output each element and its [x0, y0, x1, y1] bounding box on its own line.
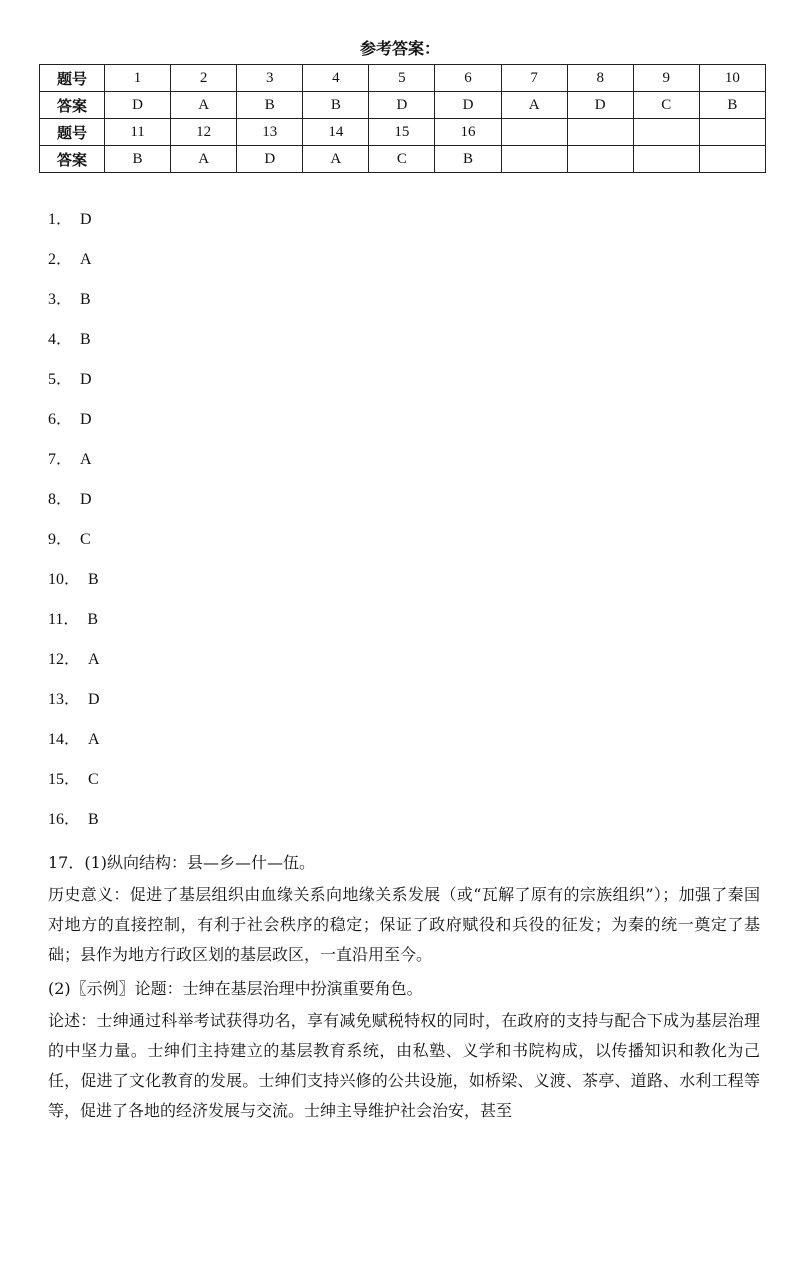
answer-choice: D: [80, 211, 92, 228]
list-item: [48, 809, 100, 849]
table-cell: D: [435, 92, 501, 119]
list-item: [48, 369, 100, 409]
answer-number: 8．: [48, 491, 73, 508]
table-cell: 3: [237, 65, 303, 92]
q17-significance: 历史意义：促进了基层组织由血缘关系向地缘关系发展（或“瓦解了原有的宗族组织”）；加强了秦国对地方的直接控制，有利于社会秩序的稳定；保证了政府赋役和兵役的征发；为秦的统一奠定了基础；县作为地方行政区划的基层政区，一直沿用至今。: [48, 885, 760, 964]
answer-number: 15．: [48, 771, 81, 788]
table-cell: 14: [303, 119, 369, 146]
table-cell: [633, 146, 699, 173]
answer-choice: D: [80, 371, 92, 388]
table-cell: A: [171, 146, 237, 173]
table-cell: B: [237, 92, 303, 119]
table-cell: B: [435, 146, 501, 173]
answer-number: 3．: [48, 291, 73, 308]
answer-number: 7．: [48, 451, 73, 468]
table-cell: A: [171, 92, 237, 119]
table-cell: 10: [699, 65, 765, 92]
answer-choice: B: [88, 811, 99, 828]
answer-number: 1．: [48, 211, 73, 228]
answer-choice: D: [80, 411, 92, 428]
table-cell: 15: [369, 119, 435, 146]
list-item: [48, 449, 100, 489]
answer-number: 11．: [48, 611, 80, 628]
q17-argument: 论述：士绅通过科举考试获得功名，享有减免赋税特权的同时，在政府的支持与配合下成为基层治理的中坚力量。士绅们主持建立的基层教育系统，由私塾、义学和书院构成，以传播知识和教化为己任，促进了文化教育的发展。士绅们支持兴修的公共设施，如桥梁、义渡、茶亭、道路、水利工程等等，促进了各地的经济发展与交流。士绅主导维护社会治安，甚至: [48, 1011, 760, 1120]
answer-number: 13．: [48, 691, 81, 708]
answer-choice: A: [88, 651, 100, 668]
table-cell: C: [369, 146, 435, 173]
table-cell: D: [237, 146, 303, 173]
table-cell: D: [567, 92, 633, 119]
table-cell: 5: [369, 65, 435, 92]
table-cell: A: [501, 92, 567, 119]
answer-number: 4．: [48, 331, 73, 348]
answer-choice: A: [80, 451, 92, 468]
table-cell: A: [303, 146, 369, 173]
table-cell: [567, 119, 633, 146]
answer-table: [39, 64, 766, 173]
answer-choice: B: [87, 611, 99, 628]
answer-number: 9．: [48, 531, 73, 548]
table-cell: [633, 119, 699, 146]
table-cell: 16: [435, 119, 501, 146]
table-cell: 1: [105, 65, 171, 92]
table-cell: 6: [435, 65, 501, 92]
answer-choice: A: [80, 251, 92, 268]
table-cell: 8: [567, 65, 633, 92]
list-item: [48, 729, 100, 769]
list-item: [48, 249, 100, 289]
list-item: [48, 609, 100, 649]
row-header: 题号: [40, 119, 105, 146]
list-item: [48, 569, 100, 609]
list-item: [48, 289, 100, 329]
table-cell: [501, 146, 567, 173]
table-row: [40, 146, 766, 173]
table-cell: 2: [171, 65, 237, 92]
q17-part1: 17．(1)纵向结构：县—乡—什—伍。: [48, 853, 316, 872]
answer-choice: D: [80, 491, 92, 508]
list-item: [48, 209, 100, 249]
list-item: [48, 769, 100, 809]
q17-part2: (2)〖示例〗论题：士绅在基层治理中扮演重要角色。: [48, 979, 423, 998]
answer-number: 5．: [48, 371, 73, 388]
answer-choice: C: [88, 771, 99, 788]
answer-choice: D: [88, 691, 100, 708]
table-cell: 7: [501, 65, 567, 92]
list-item: [48, 529, 100, 569]
row-header: 题号: [40, 65, 105, 92]
answer-number: 14．: [48, 731, 81, 748]
answer-choice: A: [88, 731, 100, 748]
table-cell: [501, 119, 567, 146]
table-cell: 13: [237, 119, 303, 146]
table-cell: [699, 119, 765, 146]
table-cell: B: [303, 92, 369, 119]
answer-choice: B: [80, 291, 91, 308]
table-cell: [567, 146, 633, 173]
table-cell: C: [633, 92, 699, 119]
answer-number: 16．: [48, 811, 81, 828]
question-17-answer: [48, 848, 760, 1130]
list-item: [48, 489, 100, 529]
table-cell: B: [699, 92, 765, 119]
table-cell: 12: [171, 119, 237, 146]
answer-number: 10．: [48, 571, 81, 588]
answer-number: 6．: [48, 411, 73, 428]
table-cell: 11: [105, 119, 171, 146]
answer-choice: B: [80, 331, 91, 348]
row-header: 答案: [40, 146, 105, 173]
list-item: [48, 689, 100, 729]
answer-choice: C: [80, 531, 91, 548]
table-cell: D: [369, 92, 435, 119]
list-item: [48, 329, 100, 369]
list-item: [48, 649, 100, 689]
row-header: 答案: [40, 92, 105, 119]
table-cell: 9: [633, 65, 699, 92]
table-cell: 4: [303, 65, 369, 92]
table-cell: B: [105, 146, 171, 173]
answer-list: [48, 209, 100, 849]
table-cell: D: [105, 92, 171, 119]
answer-number: 2．: [48, 251, 73, 268]
table-cell: [699, 146, 765, 173]
table-row: [40, 65, 766, 92]
table-row: [40, 119, 766, 146]
answer-choice: B: [88, 571, 99, 588]
answer-key-title: 参考答案：: [359, 39, 440, 58]
table-row: [40, 92, 766, 119]
answer-number: 12．: [48, 651, 81, 668]
list-item: [48, 409, 100, 449]
